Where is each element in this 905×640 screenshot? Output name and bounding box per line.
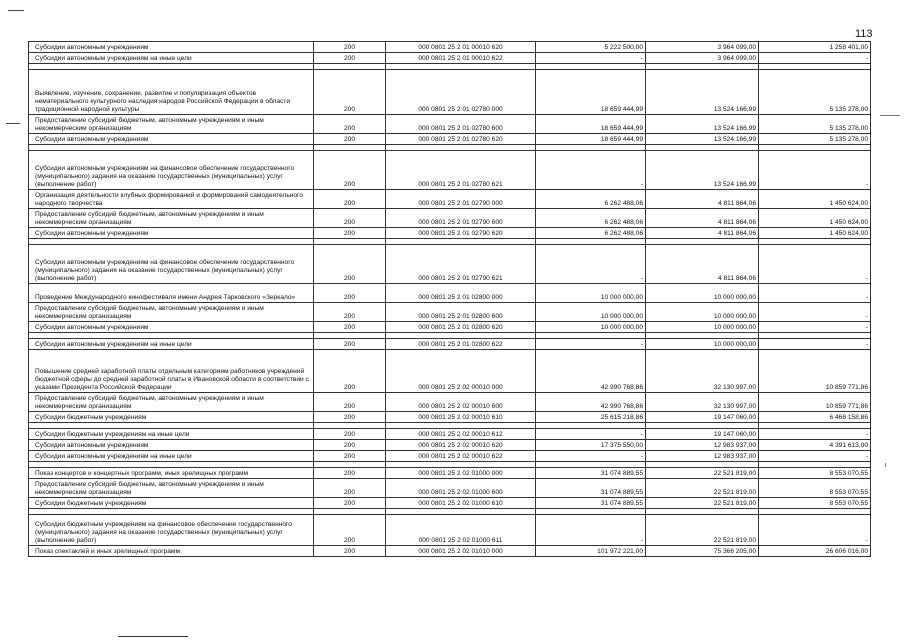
row-ved-cell: 200 (314, 134, 386, 145)
row-value3-cell: 10 859 771,86 (759, 393, 871, 412)
row-value1-cell: - (536, 53, 646, 64)
table-row (29, 303, 871, 322)
row-name-cell: Показ спектаклей и иных зрелищных программ (29, 546, 314, 557)
row-value3-cell: 5 135 278,00 (759, 115, 871, 134)
row-ved-cell: 200 (314, 479, 386, 498)
table-row (29, 498, 871, 509)
row-value1-cell: 17 375 550,00 (536, 440, 646, 451)
table-row (29, 70, 871, 115)
row-ved-cell: 200 (314, 70, 386, 115)
row-value2-cell: 4 811 864,06 (646, 190, 759, 209)
row-name-cell: Проведение Международного кинофестиваля имени Андрея Тарковского «Зеркало» (29, 284, 314, 303)
row-value2-cell: 13 524 166,99 (646, 115, 759, 134)
row-value1-cell: - (536, 339, 646, 350)
row-value2-cell: 12 983 937,00 (646, 440, 759, 451)
row-value3-cell: 1 450 624,00 (759, 190, 871, 209)
row-value3-cell: - (759, 151, 871, 190)
row-value1-cell: 42 990 768,86 (536, 393, 646, 412)
row-value2-cell: 4 811 864,06 (646, 228, 759, 239)
row-value1-cell: 18 659 444,99 (536, 70, 646, 115)
row-name-cell: Субсидии автономным учреждениям на иные цели (29, 53, 314, 64)
row-name-cell: Субсидии автономным учреждениям (29, 322, 314, 333)
footer-line (118, 636, 188, 637)
row-name-cell: Предоставление субсидий бюджетным, автономным учреждениям и иным некоммерческим организациям (29, 479, 314, 498)
row-ved-cell: 200 (314, 546, 386, 557)
row-value3-cell: - (759, 451, 871, 462)
row-code-cell: 000 0801 25 2 01 02780 621 (386, 151, 536, 190)
row-name-cell: Показ концертов и концертных программ, иных зрелищных программ (29, 468, 314, 479)
scan-mark-top (8, 10, 24, 11)
row-ved-cell: 200 (314, 303, 386, 322)
row-code-cell: 000 0801 25 2 02 00010 612 (386, 429, 536, 440)
row-ved-cell: 200 (314, 53, 386, 64)
row-value1-cell: - (536, 451, 646, 462)
row-value3-cell: - (759, 339, 871, 350)
table-row (29, 479, 871, 498)
row-value2-cell: 22 521 819,00 (646, 498, 759, 509)
row-value3-cell: 1 258 401,00 (759, 42, 871, 53)
row-code-cell: 000 0801 25 2 01 02780 620 (386, 134, 536, 145)
row-ved-cell: 200 (314, 468, 386, 479)
row-ved-cell: 200 (314, 284, 386, 303)
row-value3-cell: - (759, 515, 871, 546)
table-row (29, 515, 871, 546)
row-name-cell: Предоставление субсидий бюджетным, автономным учреждениям и иным некоммерческим организациям (29, 393, 314, 412)
row-code-cell: 000 0801 25 2 02 00010 600 (386, 393, 536, 412)
table-row (29, 393, 871, 412)
row-name-cell: Субсидии бюджетным учреждениям на финансовое обеспечение государственного (муниципального) задания на оказание государственных (муниципальных) услуг (выполнение работ) (29, 515, 314, 546)
row-value1-cell: 10 000 000,00 (536, 284, 646, 303)
row-value2-cell: 19 147 060,00 (646, 412, 759, 423)
row-value1-cell: 10 000 000,00 (536, 303, 646, 322)
table-row (29, 42, 871, 53)
row-value1-cell: 31 074 889,55 (536, 468, 646, 479)
row-ved-cell: 200 (314, 190, 386, 209)
row-value2-cell: 10 000 000,00 (646, 284, 759, 303)
table-row (29, 468, 871, 479)
row-value1-cell: 18 659 444,99 (536, 115, 646, 134)
row-ved-cell: 200 (314, 350, 386, 393)
row-code-cell: 000 0801 25 2 02 01000 611 (386, 515, 536, 546)
row-code-cell: 000 0801 25 2 02 01010 000 (386, 546, 536, 557)
row-value2-cell: 13 524 166,99 (646, 70, 759, 115)
row-value1-cell: 5 222 500,00 (536, 42, 646, 53)
row-ved-cell: 200 (314, 151, 386, 190)
row-value2-cell: 12 983 937,00 (646, 451, 759, 462)
table-row (29, 429, 871, 440)
row-code-cell: 000 0801 25 2 01 02800 622 (386, 339, 536, 350)
row-ved-cell: 200 (314, 515, 386, 546)
row-name-cell: Субсидии автономным учреждениям на иные цели (29, 451, 314, 462)
row-value2-cell: 3 964 099,00 (646, 53, 759, 64)
row-code-cell: 000 0801 25 2 01 00010 622 (386, 53, 536, 64)
row-code-cell: 000 0801 25 2 01 02800 600 (386, 303, 536, 322)
row-ved-cell: 200 (314, 322, 386, 333)
row-value2-cell: 22 521 819,00 (646, 515, 759, 546)
row-value3-cell: 6 468 158,86 (759, 412, 871, 423)
row-value2-cell: 13 524 166,99 (646, 151, 759, 190)
row-name-cell: Субсидии автономным учреждениям на финансовое обеспечение государственного (муниципального) задания на оказание государственных (муниципальных) услуг (выполнение работ) (29, 245, 314, 284)
row-name-cell: Субсидии автономным учреждениям на финансовое обеспечение государственного (муниципального) задания на оказание государственных (муниципальных) услуг (выполнение работ) (29, 151, 314, 190)
row-value3-cell: 10 859 771,86 (759, 350, 871, 393)
table-row (29, 245, 871, 284)
budget-table-body (29, 42, 871, 557)
row-ved-cell: 200 (314, 429, 386, 440)
row-value3-cell: 1 450 624,00 (759, 228, 871, 239)
row-value1-cell: - (536, 245, 646, 284)
row-value2-cell: 22 521 819,00 (646, 468, 759, 479)
row-code-cell: 000 0801 25 2 02 01000 610 (386, 498, 536, 509)
row-name-cell: Субсидии бюджетным учреждениям (29, 412, 314, 423)
row-ved-cell: 200 (314, 42, 386, 53)
row-name-cell: Выявление, изучение, сохранение, развитие и популяризация объектов нематериального культурного наследия народов Российской Федерации в области традиционной народной культуры (29, 70, 314, 115)
row-value3-cell: - (759, 245, 871, 284)
row-code-cell: 000 0801 25 2 01 02780 600 (386, 115, 536, 134)
row-value3-cell: 26 606 016,00 (759, 546, 871, 557)
row-value1-cell: 10 000 000,00 (536, 322, 646, 333)
table-row (29, 190, 871, 209)
row-value3-cell: 8 553 070,55 (759, 479, 871, 498)
row-value1-cell: 6 262 488,06 (536, 209, 646, 228)
row-value1-cell: 18 659 444,99 (536, 134, 646, 145)
row-value2-cell: 75 366 205,00 (646, 546, 759, 557)
row-value2-cell: 22 521 819,00 (646, 479, 759, 498)
row-code-cell: 000 0801 25 2 01 02790 620 (386, 228, 536, 239)
row-code-cell: 000 0801 25 2 01 00010 620 (386, 42, 536, 53)
row-value3-cell: - (759, 303, 871, 322)
row-code-cell: 000 0801 25 2 01 02790 000 (386, 190, 536, 209)
row-ved-cell: 200 (314, 228, 386, 239)
row-value3-cell: - (759, 284, 871, 303)
row-value2-cell: 13 524 166,99 (646, 134, 759, 145)
row-ved-cell: 200 (314, 412, 386, 423)
table-row (29, 350, 871, 393)
row-name-cell: Предоставление субсидий бюджетным, автономным учреждениям и иным некоммерческим организациям (29, 115, 314, 134)
row-name-cell: Субсидии автономным учреждениям (29, 134, 314, 145)
row-code-cell: 000 0801 25 2 02 01000 000 (386, 468, 536, 479)
page-number: 113 (855, 28, 873, 40)
table-row (29, 412, 871, 423)
row-code-cell: 000 0801 25 2 02 00010 620 (386, 440, 536, 451)
row-value3-cell: - (759, 322, 871, 333)
scan-mark-left (6, 123, 20, 124)
table-row (29, 451, 871, 462)
row-value1-cell: - (536, 515, 646, 546)
row-value1-cell: 6 262 488,06 (536, 190, 646, 209)
budget-table (28, 41, 871, 557)
scan-mark-right (880, 115, 900, 116)
row-value2-cell: 10 000 000,00 (646, 303, 759, 322)
row-value3-cell: 4 391 613,00 (759, 440, 871, 451)
row-ved-cell: 200 (314, 339, 386, 350)
row-name-cell: Субсидии автономным учреждениям (29, 228, 314, 239)
row-code-cell: 000 0801 25 2 01 02790 600 (386, 209, 536, 228)
row-value2-cell: 4 811 864,06 (646, 209, 759, 228)
row-value2-cell: 32 130 997,00 (646, 393, 759, 412)
row-name-cell: Субсидии автономным учреждениям (29, 42, 314, 53)
row-code-cell: 000 0801 25 2 01 02800 000 (386, 284, 536, 303)
row-code-cell: 000 0801 25 2 02 00010 000 (386, 350, 536, 393)
row-value2-cell: 32 130 997,00 (646, 350, 759, 393)
row-value2-cell: 19 147 060,00 (646, 429, 759, 440)
table-row (29, 339, 871, 350)
table-row (29, 284, 871, 303)
table-row (29, 209, 871, 228)
row-ved-cell: 200 (314, 245, 386, 284)
row-ved-cell: 200 (314, 393, 386, 412)
table-row (29, 151, 871, 190)
row-name-cell: Субсидии автономным учреждениям (29, 440, 314, 451)
row-value3-cell: 5 135 278,00 (759, 134, 871, 145)
row-code-cell: 000 0801 25 2 02 00010 622 (386, 451, 536, 462)
scan-mark-right-tick (885, 463, 890, 467)
row-value3-cell: 5 135 278,00 (759, 70, 871, 115)
row-value2-cell: 10 000 000,00 (646, 339, 759, 350)
table-row (29, 53, 871, 64)
row-value1-cell: 101 972 221,00 (536, 546, 646, 557)
row-value3-cell: 8 553 070,55 (759, 498, 871, 509)
row-ved-cell: 200 (314, 115, 386, 134)
row-code-cell: 000 0801 25 2 01 02790 621 (386, 245, 536, 284)
row-code-cell: 000 0801 25 2 01 02780 000 (386, 70, 536, 115)
row-ved-cell: 200 (314, 209, 386, 228)
row-value1-cell: 31 074 889,55 (536, 498, 646, 509)
row-ved-cell: 200 (314, 498, 386, 509)
table-row (29, 322, 871, 333)
row-value1-cell: - (536, 151, 646, 190)
row-value3-cell: - (759, 429, 871, 440)
row-value1-cell: 6 262 488,06 (536, 228, 646, 239)
row-name-cell: Организация деятельности клубных формирований и формирований самодеятельного народного творчества (29, 190, 314, 209)
table-row (29, 115, 871, 134)
row-code-cell: 000 0801 25 2 02 01000 600 (386, 479, 536, 498)
row-name-cell: Субсидии бюджетным учреждениям на иные цели (29, 429, 314, 440)
row-value1-cell: 42 990 768,86 (536, 350, 646, 393)
row-code-cell: 000 0801 25 2 01 02800 620 (386, 322, 536, 333)
row-name-cell: Предоставление субсидий бюджетным, автономным учреждениям и иным некоммерческим организациям (29, 303, 314, 322)
row-value1-cell: 25 615 218,86 (536, 412, 646, 423)
row-value3-cell: - (759, 53, 871, 64)
row-name-cell: Субсидии бюджетным учреждениям (29, 498, 314, 509)
row-code-cell: 000 0801 25 2 02 00010 610 (386, 412, 536, 423)
table-row (29, 134, 871, 145)
row-name-cell: Предоставление субсидий бюджетным, автономным учреждениям и иным некоммерческим организациям (29, 209, 314, 228)
table-row (29, 440, 871, 451)
row-value3-cell: 8 553 070,55 (759, 468, 871, 479)
row-ved-cell: 200 (314, 451, 386, 462)
row-name-cell: Субсидии автономным учреждениям на иные цели (29, 339, 314, 350)
row-value3-cell: 1 450 624,00 (759, 209, 871, 228)
table-row (29, 228, 871, 239)
table-row (29, 546, 871, 557)
row-value1-cell: 31 074 889,55 (536, 479, 646, 498)
row-name-cell: Повышение средней заработной платы отдельным категориям работников учреждений бюджетной сферы до средней заработной платы в Ивановской области в соответствии с указами Президента Российской Федерации (29, 350, 314, 393)
row-value2-cell: 10 000 000,00 (646, 322, 759, 333)
row-value1-cell: - (536, 429, 646, 440)
row-value2-cell: 4 811 864,06 (646, 245, 759, 284)
row-value2-cell: 3 964 099,00 (646, 42, 759, 53)
row-ved-cell: 200 (314, 440, 386, 451)
